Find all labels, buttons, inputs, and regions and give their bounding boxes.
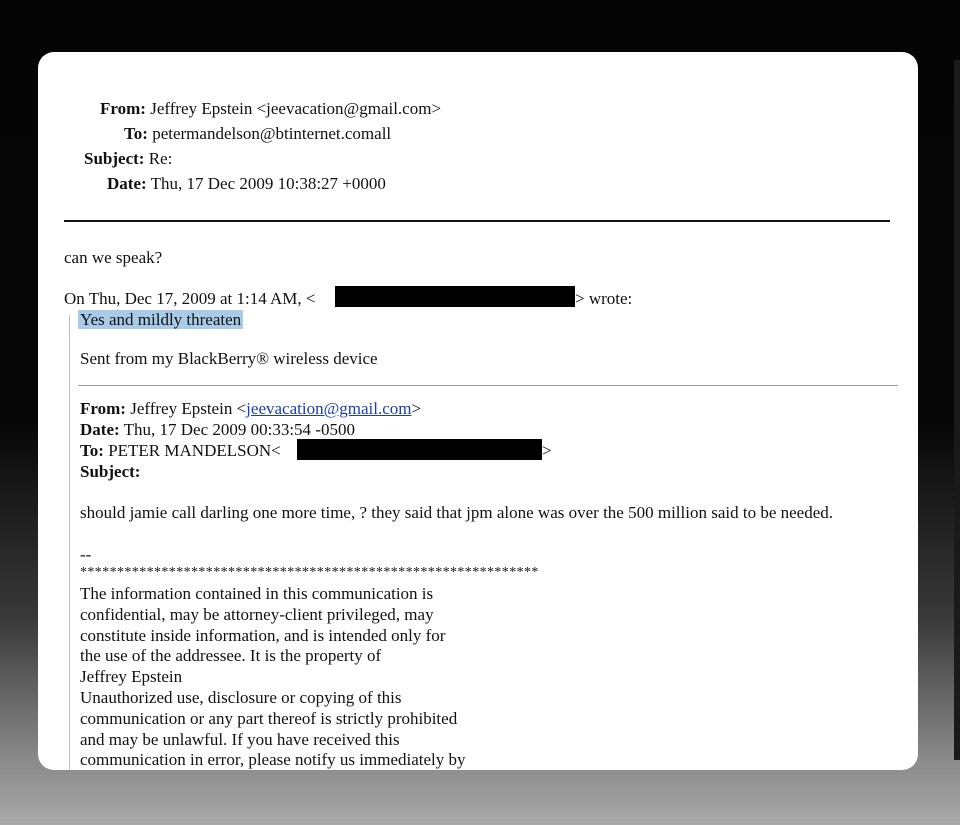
fwd-to-label: To: (80, 441, 104, 460)
fwd-from (80, 398, 421, 419)
disclaimer-line: Unauthorized use, disclosure or copying of this (80, 687, 402, 707)
email-document (38, 52, 918, 770)
header-from (100, 97, 441, 121)
date-value: Thu, 17 Dec 2009 10:38:27 +0000 (150, 174, 386, 193)
header-subject (84, 147, 172, 171)
to-label: To: (124, 124, 148, 143)
disclaimer-line: Jeffrey Epstein (80, 667, 183, 687)
redaction-bar (335, 286, 575, 307)
disclaimer-line: the use of the addressee. It is the property of (80, 646, 382, 666)
to-value: petermandelson@btinternet.comall (152, 124, 392, 143)
signature: Sent from my BlackBerry® wireless device (80, 349, 378, 368)
body-line: can we speak? (64, 248, 163, 267)
fwd-date-value: Thu, 17 Dec 2009 00:33:54 -0500 (123, 420, 355, 439)
fwd-to-close: > (542, 441, 552, 460)
asterisk-separator: ************************************************************** (80, 565, 539, 580)
redaction-bar (297, 439, 542, 460)
fwd-date-label: Date: (80, 420, 120, 439)
disclaimer-line: and may be unlawful. If you have received this (80, 729, 400, 749)
fwd-from-label: From: (80, 399, 126, 418)
quote-intro-end: > wrote: (575, 289, 633, 308)
disclaimer-line: The information contained in this communication is (80, 584, 434, 603)
reply-highlight: Yes and mildly threaten (80, 310, 242, 329)
date-label: Date: (107, 174, 147, 193)
disclaimer (80, 584, 466, 770)
quote-bar (69, 315, 70, 770)
disclaimer-line: communication or any part thereof is strictly prohibited (80, 708, 458, 728)
header-divider (64, 220, 890, 222)
disclaimer-line: confidential, may be attorney-client privileged, may (80, 604, 434, 624)
from-value: Jeffrey Epstein <jeevacation@gmail.com> (150, 99, 442, 118)
quote-divider (78, 385, 898, 386)
fwd-subject (80, 461, 140, 482)
disclaimer-line: communication in error, please notify us immediately by (80, 750, 466, 770)
background-edge (954, 60, 960, 760)
from-label: From: (100, 99, 146, 118)
header-to (124, 122, 391, 146)
fwd-from-close: > (411, 399, 422, 418)
fwd-date (80, 419, 355, 440)
subject-value: Re: (148, 149, 173, 168)
quote-intro-start: On Thu, Dec 17, 2009 at 1:14 AM, < (64, 289, 316, 308)
fwd-to-value: PETER MANDELSON< (108, 441, 281, 460)
highlighted-reply (78, 309, 243, 330)
fwd-from-name: Jeffrey Epstein < (130, 399, 247, 418)
disclaimer-line: constitute inside information, and is intended only for (80, 625, 446, 645)
fwd-subject-label: Subject: (80, 462, 141, 481)
fwd-message: should jamie call darling one more time, ? they said that jpm alone was over the 500 million said to be needed. (80, 503, 833, 522)
header-date (107, 172, 386, 196)
signature-dashes: -- (80, 545, 92, 564)
subject-label: Subject: (84, 149, 145, 168)
email-link[interactable]: jeevacation@gmail.com (246, 399, 412, 418)
fwd-to (80, 440, 281, 461)
